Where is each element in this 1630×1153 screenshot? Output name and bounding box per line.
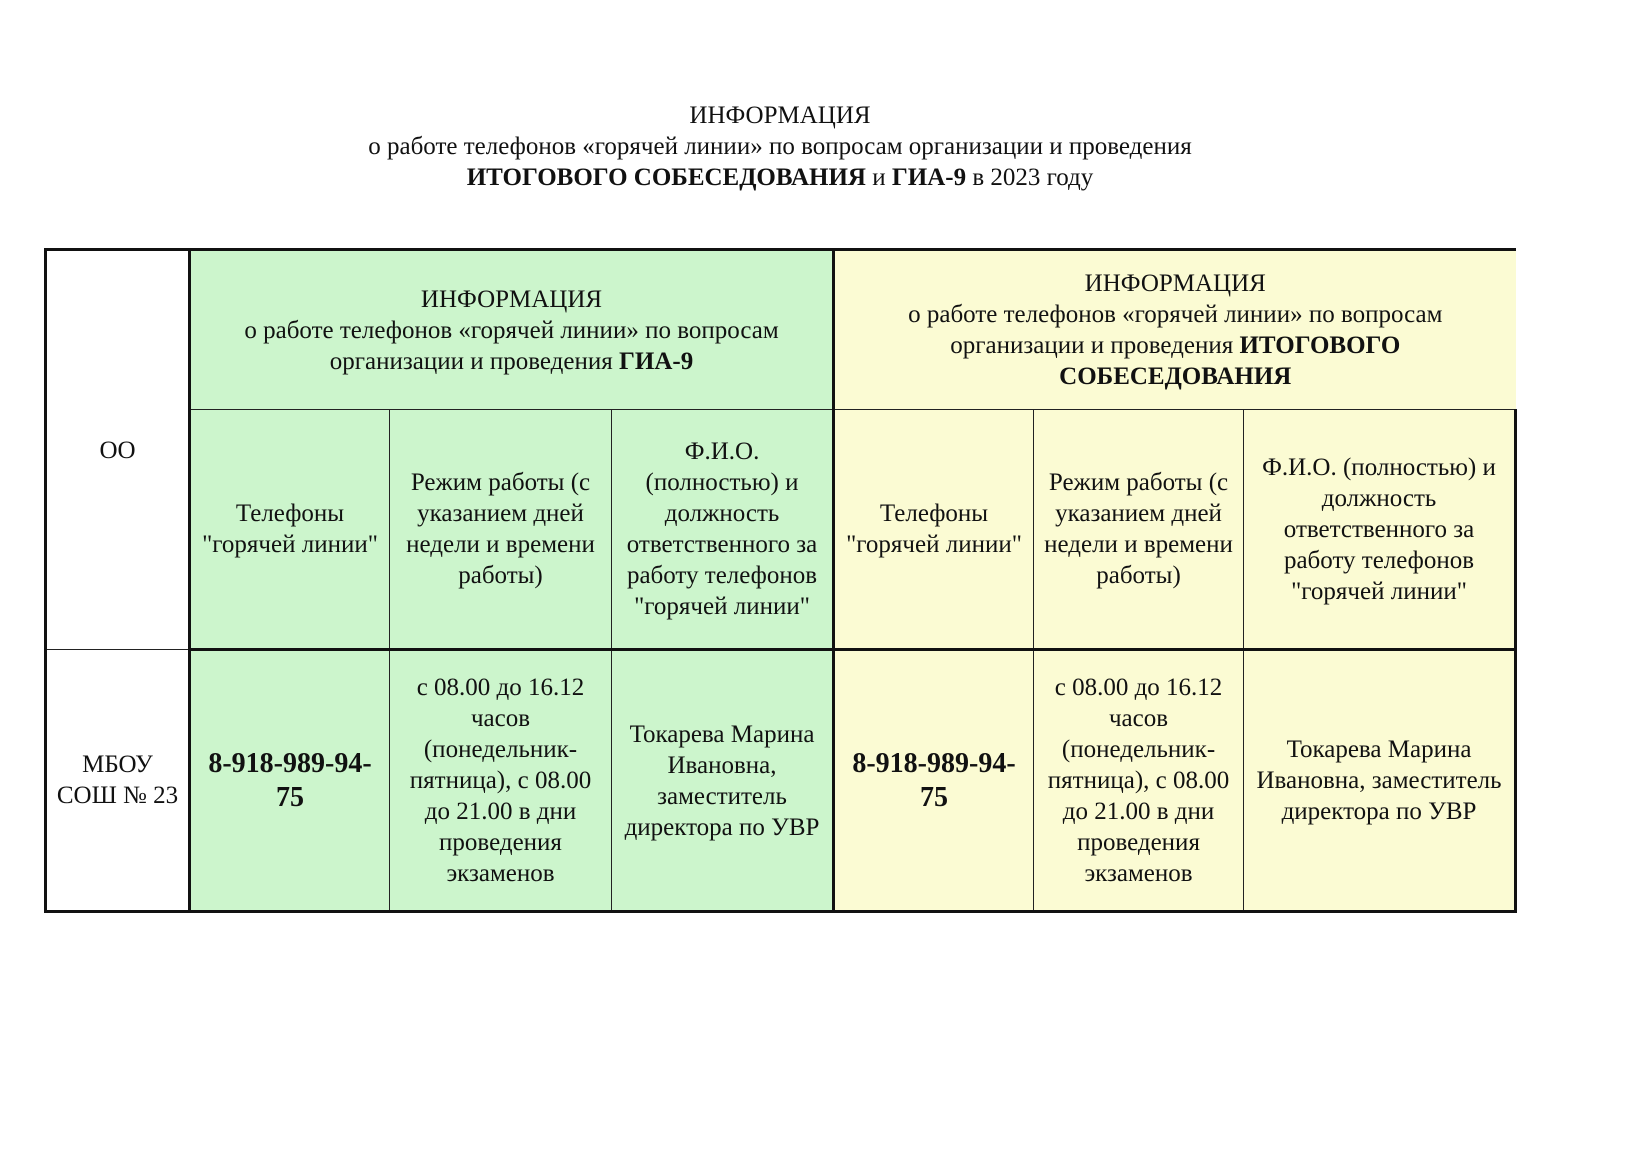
heading-conjunction: и (865, 164, 892, 191)
gia-section-description: о работе телефонов «горячей линии» по вопросам организации и проведения (244, 316, 779, 375)
gia-phone-cell (190, 650, 390, 912)
gia-col-person: Ф.И.О. (полностью) и должность ответственного за работу телефонов "горячей линии" (612, 410, 834, 650)
gia-section-text (197, 315, 826, 377)
interview-col-person: Ф.И.О. (полностью) и должность ответственного за работу телефонов "горячей линии" (1244, 410, 1516, 650)
interview-section-description: о работе телефонов «горячей линии» по вопросам организации и проведения (908, 301, 1443, 359)
heading-subtitle: о работе телефонов «горячей линии» по вопросам организации и проведения (368, 133, 1192, 160)
gia-phone-value: 8-918-989-94-75 (208, 747, 372, 813)
gia-col-phone: Телефоны "горячей линии" (190, 410, 390, 650)
interview-col-phone: Телефоны "горячей линии" (834, 410, 1034, 650)
gia-schedule-cell: с 08.00 до 16.12 часов (понедельник-пятница), с 08.00 до 21.00 в дни проведения экзаменов (390, 650, 612, 912)
gia-section-header (190, 250, 834, 410)
interview-col-schedule: Режим работы (с указанием дней недели и времени работы) (1034, 410, 1244, 650)
heading-gia-bold: ГИА-9 (891, 164, 967, 191)
interview-section-title: ИНФОРМАЦИЯ (1084, 270, 1266, 297)
gia-person-cell: Токарева Марина Ивановна, заместитель директора по УВР (612, 650, 834, 912)
gia-section-bold: ГИА-9 (619, 347, 694, 375)
interview-schedule-cell: с 08.00 до 16.12 часов (понедельник-пятница), с 08.00 до 21.00 в дни проведения экзаменов (1034, 650, 1244, 912)
heading-year: в 2023 году (966, 164, 1094, 191)
school-name-cell: МБОУ СОШ № 23 (46, 650, 190, 912)
table-column-header-row (46, 410, 1516, 650)
heading-title: ИНФОРМАЦИЯ (689, 102, 871, 129)
hotline-table (44, 248, 1517, 913)
table-row (46, 650, 1516, 912)
oo-header-cell (46, 250, 190, 650)
page-heading (0, 100, 1560, 193)
heading-subject-line (0, 162, 1560, 193)
heading-interview-bold: ИТОГОВОГО СОБЕСЕДОВАНИЯ (466, 164, 866, 191)
oo-header-label: ОО (99, 436, 136, 464)
table-section-row (46, 250, 1516, 410)
interview-section-header (834, 250, 1516, 410)
interview-phone-cell (834, 650, 1034, 912)
interview-person-cell: Токарева Марина Ивановна, заместитель директора по УВР (1244, 650, 1516, 912)
interview-section-text (841, 299, 1510, 392)
interview-section-bold: ИТОГОВОГО СОБЕСЕДОВАНИЯ (1059, 332, 1401, 390)
interview-phone-value: 8-918-989-94-75 (852, 747, 1016, 813)
gia-col-schedule: Режим работы (с указанием дней недели и времени работы) (390, 410, 612, 650)
gia-section-title: ИНФОРМАЦИЯ (420, 285, 603, 313)
